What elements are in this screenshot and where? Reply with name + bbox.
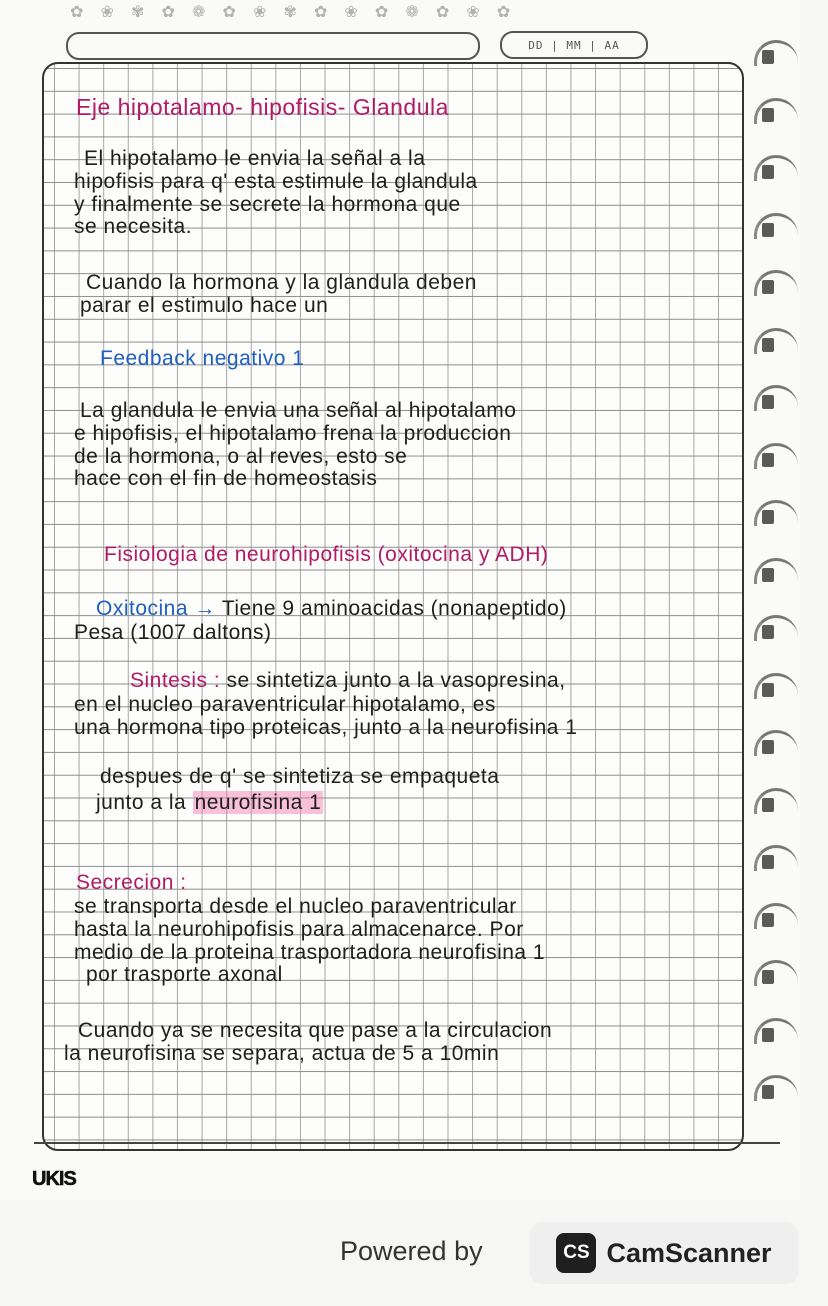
text-line: hace con el fin de homeostasis <box>74 467 378 491</box>
ring-arc <box>754 500 798 526</box>
spiral-ring <box>754 1075 798 1101</box>
text-line: se necesita. <box>74 215 193 239</box>
ring-arc <box>754 960 798 986</box>
spiral-ring <box>754 270 798 296</box>
ring-post <box>762 740 774 754</box>
paragraph-3 <box>74 400 730 491</box>
spiral-ring <box>754 328 798 354</box>
spiral-ring <box>754 155 798 181</box>
spiral-ring <box>754 443 798 469</box>
text-line: La glandula le envia una señal al hipotalamo <box>80 399 517 422</box>
ring-post <box>762 395 774 409</box>
paragraph-1 <box>74 148 730 239</box>
spiral-ring <box>754 903 798 929</box>
brand-mark: UKIS <box>32 1168 76 1190</box>
page-bottom-rule <box>34 1142 780 1144</box>
title-field <box>66 32 480 60</box>
ring-post <box>762 625 774 639</box>
sintesis-line <box>130 670 566 693</box>
ring-arc <box>754 845 798 871</box>
ring-arc <box>754 903 798 929</box>
ring-arc <box>754 615 798 641</box>
sintesis-after-1: despues de q' se sintetiza se empaqueta <box>100 765 500 788</box>
spiral-binding <box>748 40 804 1150</box>
spiral-ring <box>754 1018 798 1044</box>
paragraph-2 <box>74 272 730 318</box>
ring-post <box>762 970 774 984</box>
spiral-ring <box>754 213 798 239</box>
camscanner-logo-icon: CS <box>556 1233 596 1273</box>
final-paragraph <box>64 1020 720 1066</box>
sintesis-label: Sintesis : <box>130 669 221 692</box>
text-line: e hipofisis, el hipotalamo frena la produccion <box>74 421 512 445</box>
spiral-ring <box>754 730 798 756</box>
spiral-ring <box>754 558 798 584</box>
camscanner-badge[interactable] <box>530 1222 798 1284</box>
oxitocina-description: Tiene 9 aminoacidas (nonapeptido) <box>221 597 567 620</box>
powered-by-text: Powered by <box>340 1236 483 1266</box>
section-heading: Fisiologia de neurohipofisis (oxitocina y ADH) <box>104 543 549 566</box>
text-line: de la hormona, o al reves, esto se <box>74 444 408 468</box>
feedback-heading: Feedback negativo 1 <box>100 347 305 370</box>
spiral-ring <box>754 960 798 986</box>
text-line: y finalmente se secrete la hormona que <box>74 192 461 216</box>
ring-post <box>762 280 774 294</box>
ring-arc <box>754 385 798 411</box>
text-line: una hormona tipo proteicas, junto a la neurofisina 1 <box>74 715 578 739</box>
secrecion-label: Secrecion : <box>76 871 187 894</box>
spiral-ring <box>754 845 798 871</box>
secrecion-paragraph <box>74 896 730 987</box>
ring-arc <box>754 328 798 354</box>
spiral-ring <box>754 385 798 411</box>
text-line: hasta la neurohipofisis para almacenarce. Por <box>74 917 524 941</box>
oxitocina-weight: Pesa (1007 daltons) <box>74 621 272 644</box>
spiral-ring <box>754 500 798 526</box>
oxitocina-line <box>96 598 567 621</box>
doodle-border: ✿ ❀ ✾ ✿ ❁ ✿ ❀ ✾ ✿ ❀ ✿ ❁ ✿ ❀ ✿ <box>70 2 517 21</box>
ring-post <box>762 108 774 122</box>
text-line: El hipotalamo le envia la señal a la <box>84 147 426 170</box>
ring-arc <box>754 788 798 814</box>
ring-post <box>762 855 774 869</box>
notes-title: Eje hipotalamo- hipofisis- Glandula <box>76 94 449 120</box>
text-fragment: junto a la <box>96 791 187 814</box>
ring-post <box>762 1028 774 1042</box>
ring-arc <box>754 213 798 239</box>
ring-post <box>762 798 774 812</box>
text-line: Cuando ya se necesita que pase a la circulacion <box>78 1019 553 1042</box>
ring-post <box>762 568 774 582</box>
spiral-ring <box>754 673 798 699</box>
ring-post <box>762 165 774 179</box>
ring-arc <box>754 40 798 66</box>
ring-post <box>762 1085 774 1099</box>
ring-post <box>762 223 774 237</box>
ring-post <box>762 913 774 927</box>
spiral-ring <box>754 788 798 814</box>
sintesis-after-2 <box>96 792 323 815</box>
text-line: parar el estimulo hace un <box>80 293 329 317</box>
text-line: se transporta desde el nucleo paraventricular <box>74 895 517 918</box>
ring-arc <box>754 1075 798 1101</box>
ring-arc <box>754 730 798 756</box>
oxitocina-label: Oxitocina → <box>96 597 216 620</box>
spiral-ring <box>754 98 798 124</box>
text-line: medio de la proteina trasportadora neurofisina 1 <box>74 940 546 964</box>
camscanner-name: CamScanner <box>606 1237 772 1268</box>
ring-post <box>762 453 774 467</box>
spiral-ring <box>754 40 798 66</box>
ring-arc <box>754 270 798 296</box>
text-line: por trasporte axonal <box>86 963 283 987</box>
sintesis-paragraph <box>74 694 730 740</box>
highlighted-term: neurofisina 1 <box>194 791 322 814</box>
ring-post <box>762 338 774 352</box>
spiral-ring <box>754 615 798 641</box>
ring-arc <box>754 98 798 124</box>
ring-post <box>762 683 774 697</box>
text-line: la neurofisina se separa, actua de 5 a 10min <box>64 1041 500 1065</box>
ring-post <box>762 510 774 524</box>
sintesis-description: se sintetiza junto a la vasopresina, <box>226 669 566 692</box>
ring-arc <box>754 155 798 181</box>
ring-arc <box>754 558 798 584</box>
text-line: Cuando la hormona y la glandula deben <box>86 271 477 294</box>
ring-arc <box>754 1018 798 1044</box>
ring-arc <box>754 443 798 469</box>
date-field: DD | MM | AA <box>500 31 648 59</box>
ring-post <box>762 50 774 64</box>
text-line: hipofisis para q' esta estimule la glandula <box>74 169 478 193</box>
text-line: en el nucleo paraventricular hipotalamo, es <box>74 693 496 716</box>
ring-arc <box>754 673 798 699</box>
